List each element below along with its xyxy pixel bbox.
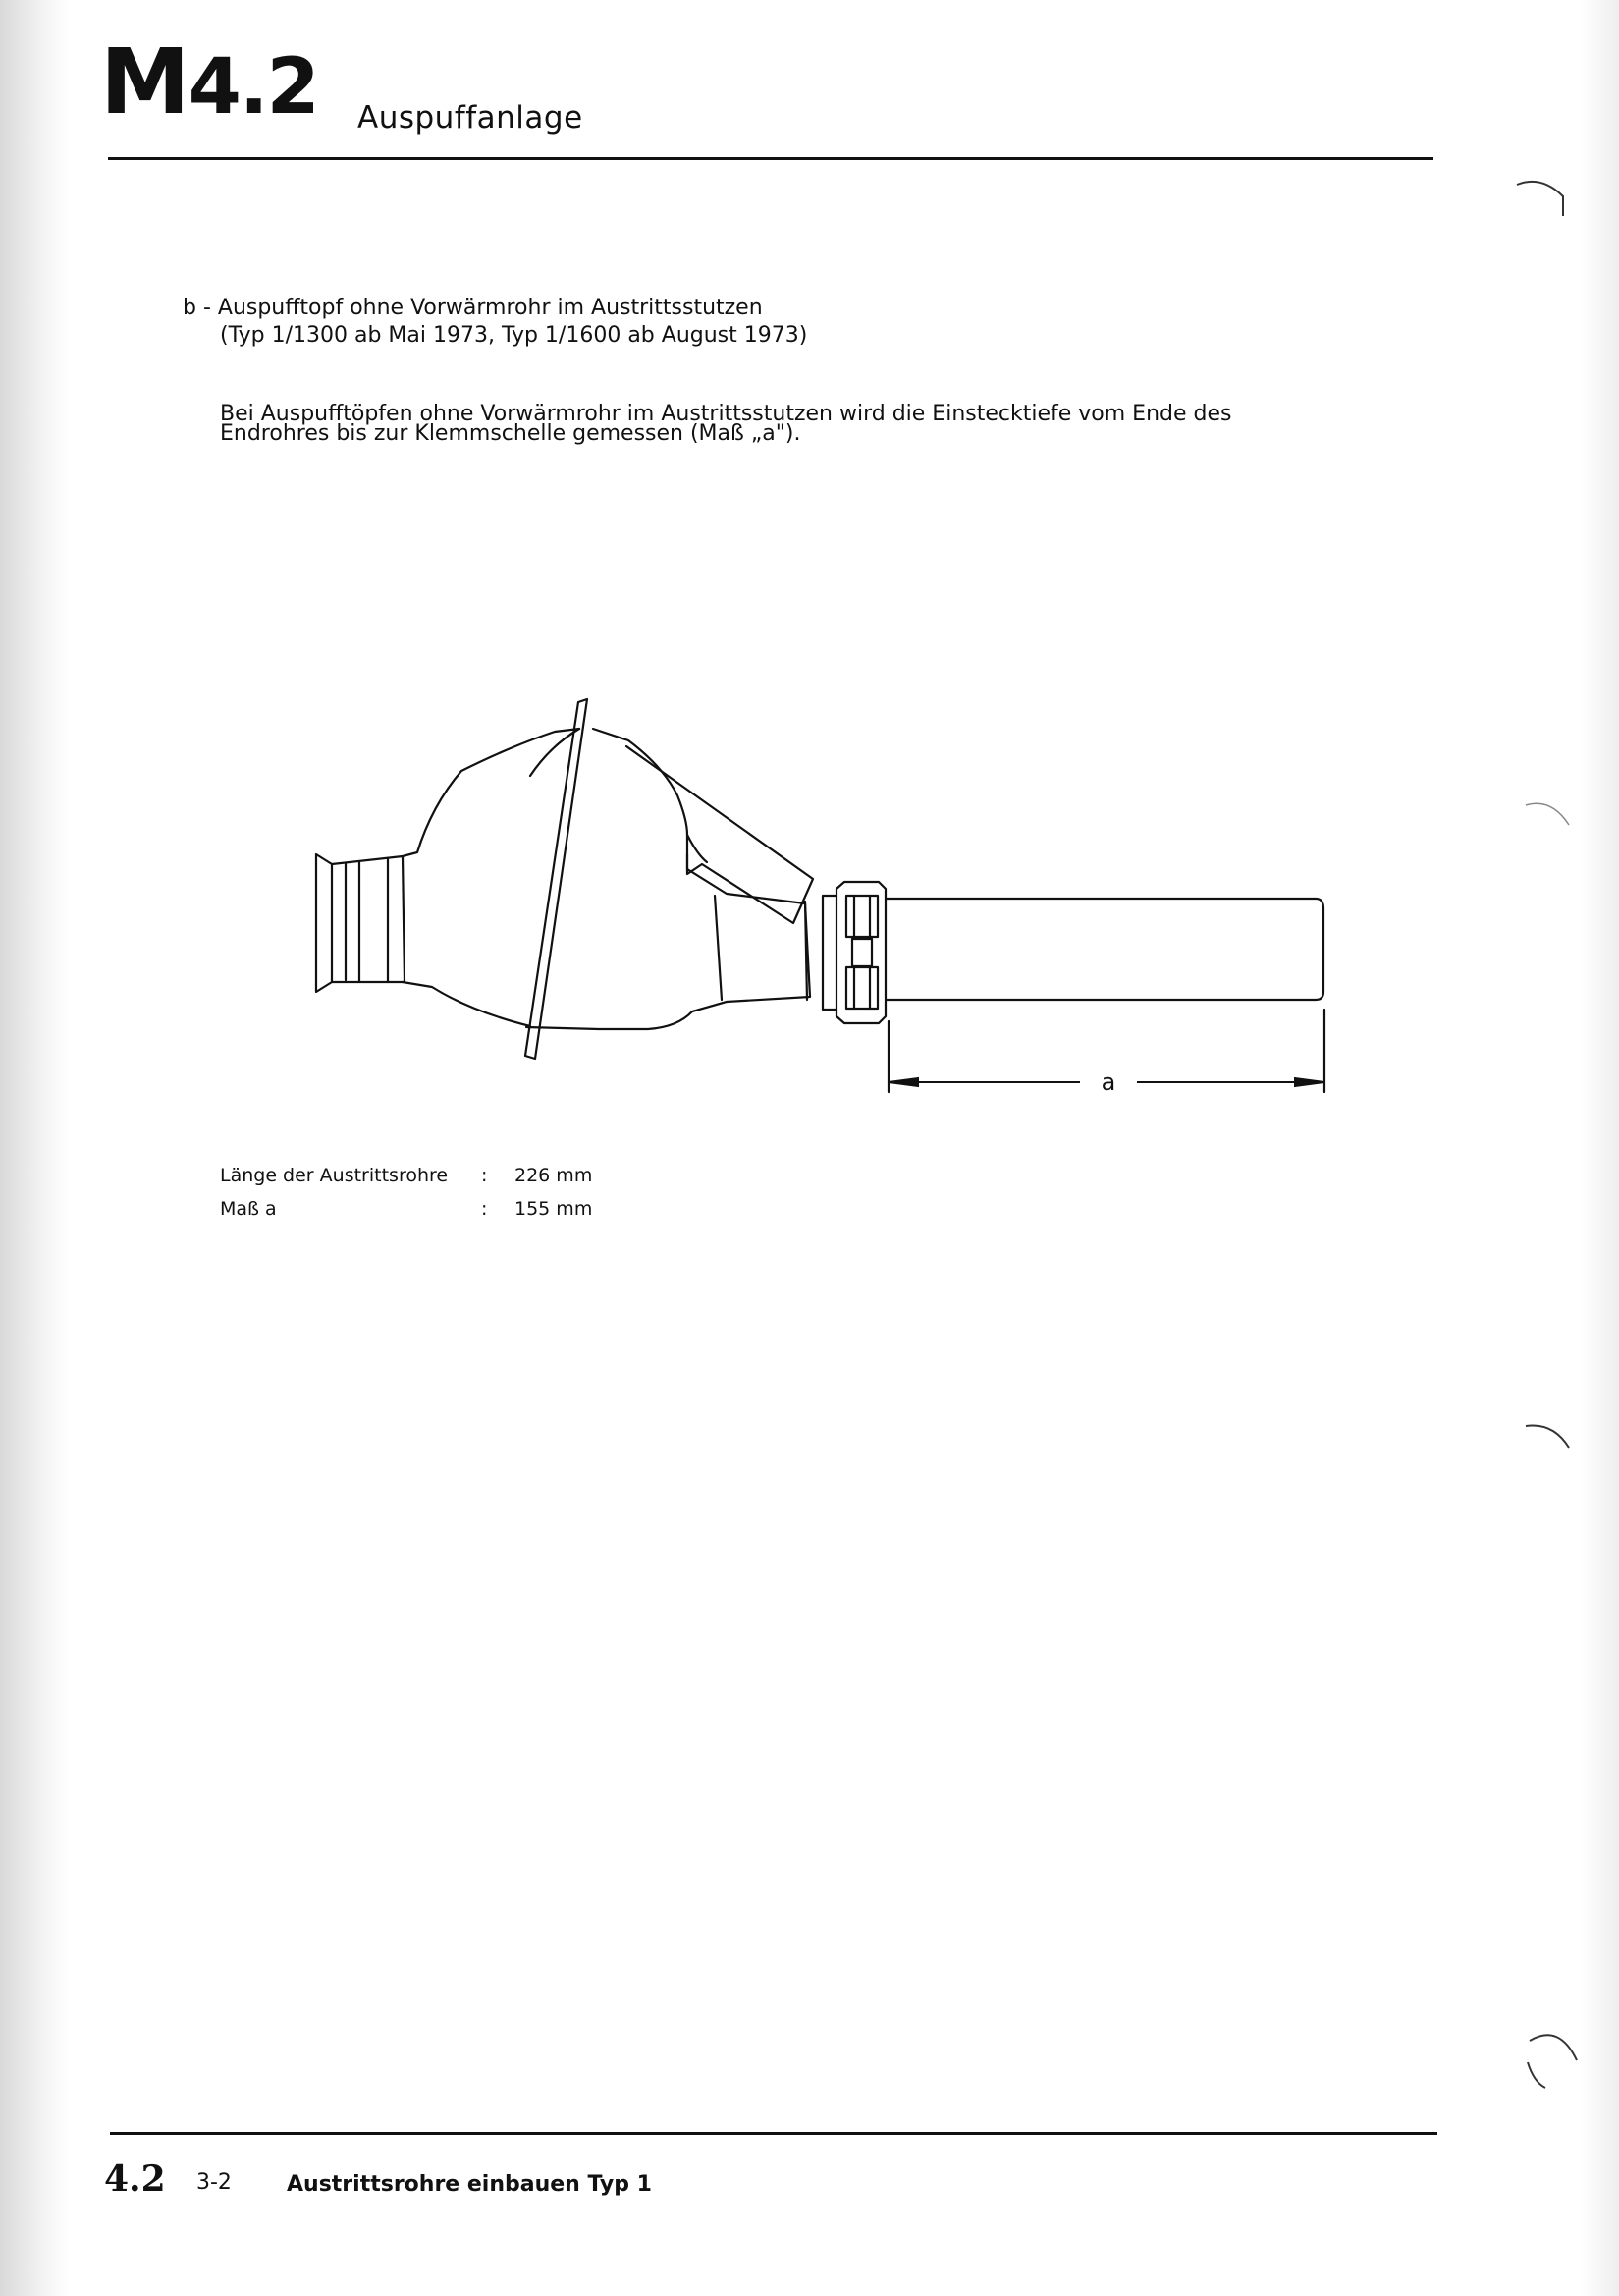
tail-pipe (886, 899, 1323, 1000)
binder-hole-mark (1522, 786, 1581, 845)
footer-section-number: 4.2 (104, 2159, 166, 2200)
binder-hole-mark (1512, 167, 1581, 226)
outlet-cone (687, 869, 810, 1011)
outlet-angled-pipe (626, 746, 813, 923)
spec-value: 226 mm (514, 1165, 593, 1186)
footer-rule (110, 2132, 1437, 2135)
section-code-number: 4.2 (188, 43, 318, 132)
spec-label: Maß a (220, 1198, 277, 1220)
page-title: Auspuffanlage (357, 100, 583, 136)
inlet-flange (316, 854, 332, 992)
spec-label: Länge der Austrittsrohre (220, 1165, 449, 1186)
inlet-stub (332, 856, 405, 982)
divider-band (525, 699, 587, 1059)
section-heading-line1: b - Auspufftopf ohne Vorwärmrohr im Austrittsstutzen (183, 296, 763, 320)
spec-separator: : (481, 1198, 488, 1220)
footer-title: Austrittsrohre einbauen Typ 1 (287, 2172, 652, 2197)
spec-value: 155 mm (514, 1198, 593, 1220)
section-code-letter: M (100, 29, 189, 135)
binder-hole-mark (1522, 1414, 1591, 1473)
spec-separator: : (481, 1165, 488, 1186)
binder-hole-mark (1520, 2023, 1589, 2102)
section-heading-line2: (Typ 1/1300 ab Mai 1973, Typ 1/1600 ab August 1973) (220, 323, 808, 348)
footer-page-number: 3-2 (196, 2170, 232, 2195)
body-paragraph: Bei Auspufftöpfen ohne Vorwärmrohr im Austrittsstutzen wird die Einstecktiefe vom Ende des Endrohres bis zur Klemmschelle gemessen (Maß „a"). (220, 402, 1232, 446)
dimension-label-a: a (1101, 1068, 1116, 1096)
